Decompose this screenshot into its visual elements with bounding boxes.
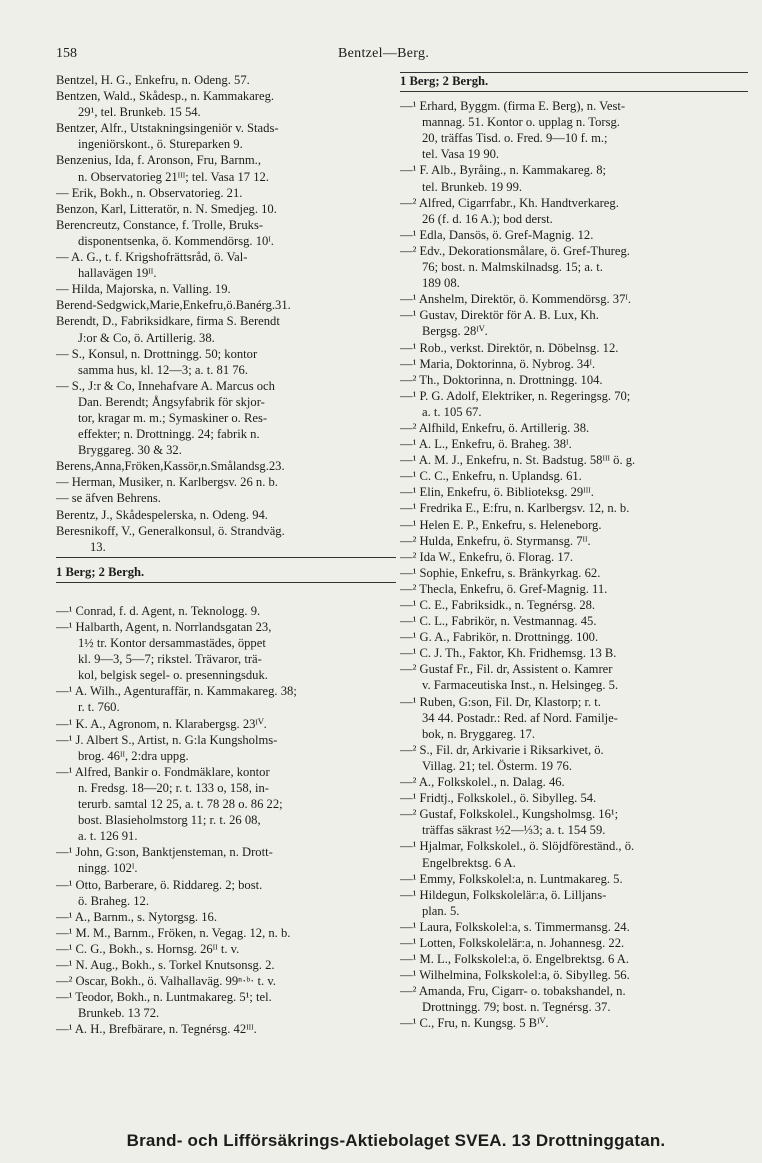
directory-entry-line: samma hus, kl. 12—3; a. t. 81 76. bbox=[78, 362, 249, 377]
directory-entry-line: tel. Vasa 19 90. bbox=[422, 147, 500, 162]
directory-entry-line: ingeniörskont., ö. Stureparken 9. bbox=[78, 137, 243, 152]
directory-entry-line: —² Th., Doktorinna, n. Drottningg. 104. bbox=[400, 372, 603, 387]
directory-entry-line: —¹ Sophie, Enkefru, s. Bränkyrkag. 62. bbox=[400, 565, 601, 580]
directory-entry-line: 189 08. bbox=[422, 276, 460, 291]
directory-entry-line: Bergsg. 28ᴵⱽ. bbox=[422, 324, 488, 339]
directory-entry-line: —¹ F. Alb., Byråing., n. Kammakareg. 8; bbox=[400, 163, 606, 178]
directory-entry-line: Benzenius, Ida, f. Aronson, Fru, Barnm., bbox=[56, 153, 261, 168]
directory-entry-line: a. t. 126 91. bbox=[78, 829, 138, 844]
page-header bbox=[56, 46, 736, 66]
section-heading: 1 Berg; 2 Bergh. bbox=[400, 72, 748, 92]
directory-entry-line: — Erik, Bokh., n. Observatorieg. 21. bbox=[56, 185, 243, 200]
directory-entry-line: kol, belgisk segel- o. presenningsduk. bbox=[78, 668, 268, 683]
directory-entry-line: J:or & Co, ö. Artillerig. 38. bbox=[78, 330, 215, 345]
directory-entry-line: Berencreutz, Constance, f. Trolle, Bruks- bbox=[56, 217, 264, 232]
directory-entry-line: 13. bbox=[56, 539, 396, 558]
directory-entry-line: Berendt, D., Fabriksidkare, firma S. Berendt bbox=[56, 314, 280, 329]
directory-entry-line: disponentsenka, ö. Kommendörsg. 10ᴵ. bbox=[78, 233, 274, 248]
directory-entry-line: —² Ida W., Enkefru, ö. Florag. 17. bbox=[400, 549, 574, 564]
directory-entry-line: —¹ Teodor, Bokh., n. Luntmakareg. 5¹; tel. bbox=[56, 990, 272, 1005]
directory-entry-line: 1½ tr. Kontor dersammastädes, öppet bbox=[78, 636, 266, 651]
directory-entry-line: —² Edv., Dekorationsmålare, ö. Gref-Thureg. bbox=[400, 243, 630, 258]
directory-entry-line: terurb. samtal 12 25, a. t. 78 28 o. 86 22; bbox=[78, 797, 283, 812]
directory-entry-line: tel. Brunkeb. 19 99. bbox=[422, 179, 523, 194]
directory-entry-line: r. t. 760. bbox=[78, 700, 120, 715]
directory-entry-line: hallavägen 19ᴵᴵ. bbox=[78, 266, 157, 281]
directory-entry-line: —¹ Conrad, f. d. Agent, n. Teknologg. 9. bbox=[56, 603, 261, 618]
directory-entry-line: 34 44. Postadr.: Red. af Nord. Familje- bbox=[422, 710, 618, 725]
directory-entry-line: ö. Braheg. 12. bbox=[78, 893, 149, 908]
page-number: 158 bbox=[56, 46, 77, 61]
directory-entry-line: —¹ Laura, Folkskolel:a, s. Timmermansg. 24. bbox=[400, 919, 630, 934]
directory-entry-line: —¹ N. Aug., Bokh., s. Torkel Knutsonsg. 2. bbox=[56, 957, 275, 972]
directory-entry-line: —¹ Edla, Dansös, ö. Gref-Magnig. 12. bbox=[400, 227, 594, 242]
directory-entry-line: 76; bost. n. Malmskilnadsg. 15; a. t. bbox=[422, 260, 603, 275]
advertisement-footer: Brand- och Lifförsäkrings-Aktiebolaget SVEA. 13 Drottninggatan. bbox=[126, 1131, 666, 1150]
directory-entry-line: a. t. 105 67. bbox=[422, 404, 482, 419]
directory-entry-line: — S., J:r & Co, Innehafvare A. Marcus och bbox=[56, 378, 275, 393]
directory-entry-line: n. Observatorieg 21ᴵᴵᴵ; tel. Vasa 17 12. bbox=[78, 169, 269, 184]
directory-entry-line: mannag. 51. Kontor o. upplag n. Torsg. bbox=[422, 115, 620, 130]
right-column bbox=[400, 72, 748, 1032]
directory-entry-line: —¹ Erhard, Byggm. (firma E. Berg), n. Vest- bbox=[400, 99, 626, 114]
directory-entry-line: Engelbrektsg. 6 A. bbox=[422, 855, 516, 870]
directory-entry-line: —² Amanda, Fru, Cigarr- o. tobakshandel, n. bbox=[400, 984, 626, 999]
directory-entry-line: Berend-Sedgwick,Marie,Enkefru,ö.Banérg.31. bbox=[56, 298, 291, 313]
directory-entry-line: — Herman, Musiker, n. Karlbergsv. 26 n. b. bbox=[56, 475, 278, 490]
directory-entry-line: plan. 5. bbox=[422, 903, 460, 918]
directory-entry-line: ningg. 102ᴵ. bbox=[78, 861, 138, 876]
directory-entry-line: —² Hulda, Enkefru, ö. Styrmansg. 7ᴵᴵ. bbox=[400, 533, 591, 548]
directory-entry-line: Bentzer, Alfr., Utstakningsingeniör v. Stads- bbox=[56, 121, 279, 136]
directory-entry-line: —² S., Fil. dr, Arkivarie i Riksarkivet, ö. bbox=[400, 742, 604, 757]
directory-entry-line: —¹ G. A., Fabrikör, n. Drottningg. 100. bbox=[400, 630, 599, 645]
directory-entry-line: bost. Blasieholmstorg 11; r. t. 26 08, bbox=[78, 813, 261, 828]
directory-entry-line: kl. 9—3, 5—7; rikstel. Trävaror, trä- bbox=[78, 652, 262, 667]
directory-entry-line: —¹ Elin, Enkefru, ö. Biblioteksg. 29ᴵᴵᴵ. bbox=[400, 485, 594, 500]
directory-entry-line: —¹ Gustav, Direktör för A. B. Lux, Kh. bbox=[400, 308, 599, 323]
directory-entry-line: —¹ Hildegun, Folkskolelär:a, ö. Lilljans- bbox=[400, 887, 607, 902]
directory-entry-line: Bentzen, Wald., Skådesp., n. Kammakareg. bbox=[56, 89, 275, 104]
directory-entry-line: Benzon, Karl, Litteratör, n. N. Smedjeg. 10. bbox=[56, 201, 277, 216]
directory-entry-line: 29¹, tel. Brunkeb. 15 54. bbox=[78, 105, 201, 120]
directory-entry-line: Drottningg. 79; bost. n. Tegnérsg. 37. bbox=[422, 1000, 611, 1015]
directory-entry-line: —² A., Folkskolel., n. Dalag. 46. bbox=[400, 775, 565, 790]
directory-entry-line: —¹ Hjalmar, Folkskolel., ö. Slöjdföreständ., ö. bbox=[400, 839, 635, 854]
directory-entry-line: —¹ Lotten, Folkskolelär:a, n. Johannesg. 22. bbox=[400, 935, 625, 950]
directory-entry-line: —¹ A. Wilh., Agenturaffär, n. Kammakareg. 38; bbox=[56, 684, 297, 699]
spacer bbox=[56, 589, 396, 603]
directory-entry-line: Berens,Anna,Fröken,Kassör,n.Smålandsg.23. bbox=[56, 459, 285, 474]
directory-entry-line: — S., Konsul, n. Drottningg. 50; kontor bbox=[56, 346, 258, 361]
directory-entry-line: —¹ M. L., Folkskolel:a, ö. Engelbrektsg. 6 A. bbox=[400, 952, 630, 967]
directory-entry-line: —¹ C. L., Fabrikör, n. Vestmannag. 45. bbox=[400, 614, 597, 629]
directory-entry-line: —¹ C. C., Enkefru, n. Uplandsg. 61. bbox=[400, 469, 582, 484]
directory-entry-line: —¹ C. J. Th., Faktor, Kh. Fridhemsg. 13 B. bbox=[400, 646, 617, 661]
directory-entry-line: —¹ A. H., Brefbärare, n. Tegnérsg. 42ᴵᴵᴵ. bbox=[56, 1022, 257, 1037]
directory-entry-line: Dan. Berendt; Ångsyfabrik för skjor- bbox=[78, 394, 265, 409]
directory-entry-line: —¹ A. L., Enkefru, ö. Braheg. 38ᴵ. bbox=[400, 437, 572, 452]
directory-entry-line: —¹ Rob., verkst. Direktör, n. Döbelnsg. 12. bbox=[400, 340, 619, 355]
directory-entry-line: träffas säkrast ½2—⅓3; a. t. 154 59. bbox=[422, 823, 606, 838]
directory-entry-line: effekter; n. Drottningg. 24; fabrik n. bbox=[78, 427, 260, 442]
directory-entry-line: —¹ M. M., Barnm., Fröken, n. Vegag. 12, n. b. bbox=[56, 925, 291, 940]
directory-entry-line: 26 (f. d. 16 A.); bod derst. bbox=[422, 211, 553, 226]
directory-entry-line: —² Gustaf Fr., Fil. dr, Assistent o. Kamrer bbox=[400, 662, 613, 677]
directory-entry-line: —¹ Ruben, G:son, Fil. Dr, Klastorp; r. t. bbox=[400, 694, 601, 709]
directory-entry-line: —¹ A. M. J., Enkefru, n. St. Badstug. 58ᴵᴵᴵ ö. g. bbox=[400, 453, 636, 468]
directory-entry-line: —¹ Fridtj., Folkskolel., ö. Sibylleg. 54. bbox=[400, 791, 597, 806]
directory-entry-line: v. Farmaceutiska Inst., n. Helsingeg. 5. bbox=[422, 678, 619, 693]
directory-entry-line: bok, n. Bryggareg. 17. bbox=[422, 726, 535, 741]
directory-entry-line: tor, kragar m. m.; Symaskiner o. Res- bbox=[78, 410, 268, 425]
directory-entry-line: n. Fredsg. 18—20; r. t. 133 o, 158, in- bbox=[78, 780, 270, 795]
directory-entry-line: 20, träffas Tisd. o. Fred. 9—10 f. m.; bbox=[422, 131, 608, 146]
directory-entry-line: —¹ A., Barnm., s. Nytorgsg. 16. bbox=[56, 909, 217, 924]
directory-entry-line: —² Alfhild, Enkefru, ö. Artillerig. 38. bbox=[400, 420, 590, 435]
directory-entry-line: — se äfven Behrens. bbox=[56, 491, 161, 506]
directory-entry-line: — Hilda, Majorska, n. Valling. 19. bbox=[56, 282, 231, 297]
directory-entry-line: —¹ Maria, Doktorinna, ö. Nybrog. 34ᴵ. bbox=[400, 356, 596, 371]
directory-entry-line: Bentzel, H. G., Enkefru, n. Odeng. 57. bbox=[56, 73, 250, 87]
directory-entry-line: —² Thecla, Enkefru, ö. Gref-Magnig. 11. bbox=[400, 581, 608, 596]
directory-entry-line: —¹ Helen E. P., Enkefru, s. Heleneborg. bbox=[400, 517, 602, 532]
running-title: Bentzel—Berg. bbox=[338, 46, 430, 61]
directory-entry-line: —¹ K. A., Agronom, n. Klarabergsg. 23ᴵⱽ. bbox=[56, 716, 267, 731]
directory-entry-line: —¹ John, G:son, Banktjensteman, n. Drott- bbox=[56, 845, 273, 860]
left-column bbox=[56, 72, 396, 1037]
directory-entry-line: Brunkeb. 13 72. bbox=[78, 1006, 160, 1021]
directory-entry-line: Berentz, J., Skådespelerska, n. Odeng. 94. bbox=[56, 507, 268, 522]
directory-entry-line: —¹ C., Fru, n. Kungsg. 5 Bᴵⱽ. bbox=[400, 1016, 549, 1031]
directory-entry-line: —² Gustaf, Folkskolel., Kungsholmsg. 16¹; bbox=[400, 807, 619, 822]
directory-entry-line: Beresnikoff, V., Generalkonsul, ö. Strandväg. bbox=[56, 523, 285, 538]
directory-entry-line: Villag. 21; tel. Österm. 19 76. bbox=[422, 758, 572, 773]
directory-entry-line: —¹ Emmy, Folkskolel:a, n. Luntmakareg. 5. bbox=[400, 871, 623, 886]
directory-entry-line: — A. G., t. f. Krigshofrättsråd, ö. Val- bbox=[56, 250, 248, 265]
directory-entry-line: —¹ C. E., Fabriksidk., n. Tegnérsg. 28. bbox=[400, 598, 596, 612]
directory-entry-line: —¹ Otto, Barberare, ö. Riddareg. 2; bost. bbox=[56, 877, 263, 892]
directory-entry-line: —¹ J. Albert S., Artist, n. G:la Kungsholms- bbox=[56, 732, 278, 747]
directory-entry-line: —¹ Halbarth, Agent, n. Norrlandsgatan 23, bbox=[56, 620, 272, 634]
directory-entry-line: —¹ Alfred, Bankir o. Fondmäklare, kontor bbox=[56, 764, 270, 779]
directory-entry-line: —¹ Anshelm, Direktör, ö. Kommendörsg. 37ᴵ. bbox=[400, 292, 632, 307]
directory-entry-line: Bryggareg. 30 & 32. bbox=[78, 443, 182, 458]
directory-entry-line: —² Oscar, Bokh., ö. Valhallaväg. 99ⁿ·ᵇ· t. v. bbox=[56, 974, 276, 989]
directory-entry-line: brog. 46ᴵᴵ, 2:dra uppg. bbox=[78, 748, 189, 763]
directory-entry-line: —² Alfred, Cigarrfabr., Kh. Handtverkareg. bbox=[400, 195, 619, 210]
directory-entry-line: —¹ Wilhelmina, Folkskolel:a, ö. Sibylleg. 56. bbox=[400, 968, 630, 983]
directory-entry-line: —¹ C. G., Bokh., s. Hornsg. 26ᴵᴵ t. v. bbox=[56, 941, 240, 956]
directory-entry-line: —¹ P. G. Adolf, Elektriker, n. Regeringsg. 70; bbox=[400, 388, 631, 403]
directory-entry-line: —¹ Fredrika E., E:fru, n. Karlbergsv. 12, n. b. bbox=[400, 501, 630, 516]
section-heading: 1 Berg; 2 Bergh. bbox=[56, 564, 396, 583]
